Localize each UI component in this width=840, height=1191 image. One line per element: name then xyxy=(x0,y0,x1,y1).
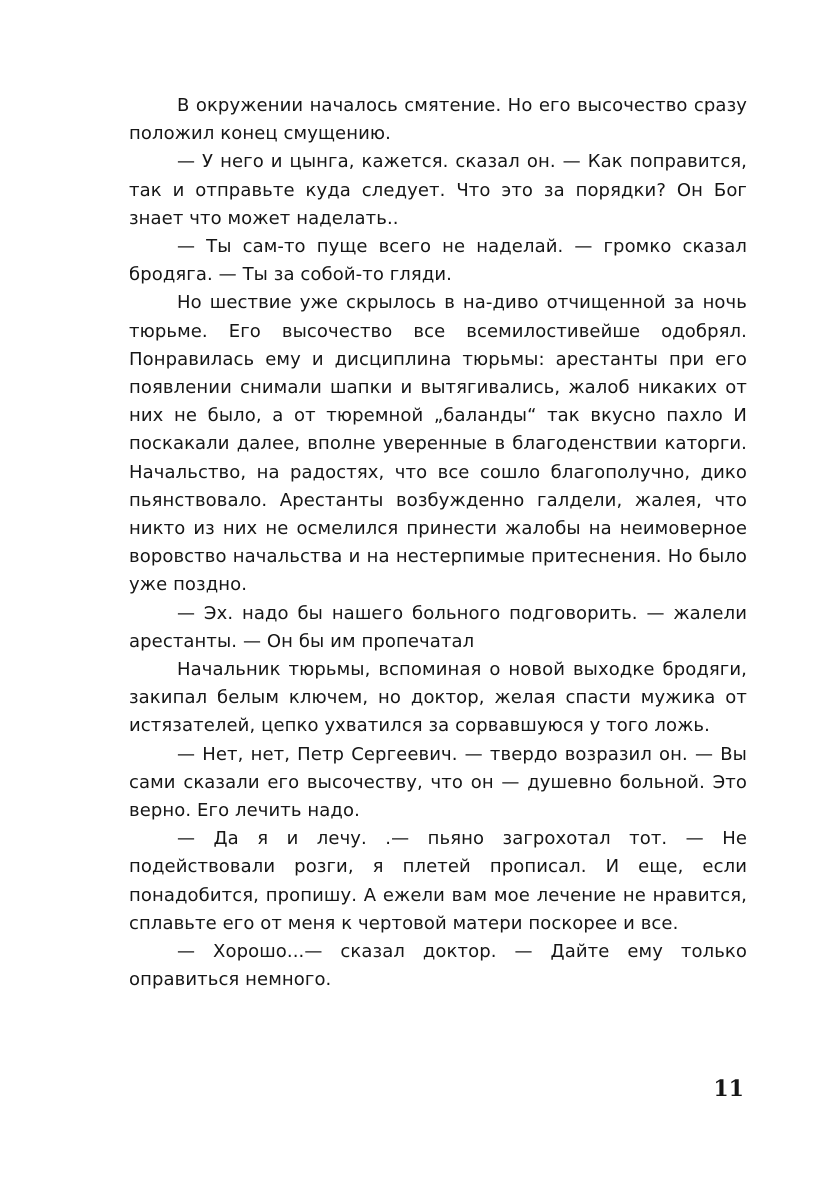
paragraph: — Нет, нет, Петр Сергеевич. — твердо возразил он. — Вы сами сказали его высочеству, что он — душевно больной. Это верно. Его лечить надо. xyxy=(129,743,747,822)
paragraph: — Ты сам-то пуще всего не наделай. — громко сказал бродяга. — Ты за собой-то гляди. xyxy=(129,236,747,286)
page-number: 11 xyxy=(713,1076,744,1102)
paragraph: — Да я и лечу. .— пьяно загрохотал тот. — Не подействовали розги, я плетей прописал. И еще, если понадобится, пропишу. А ежели вам мое лечение не нравится, сплавьте его от меня к чертовой матери поскорее и все. xyxy=(129,828,747,934)
paragraph: Начальник тюрьмы, вспоминая о новой выходке бродяги, закипал белым ключем, но доктор, желая спасти мужика от истязателей, цепко ухватился за сорвавшуюся у того ложь. xyxy=(129,659,747,737)
paragraph: — Хорошо...— сказал доктор. — Дайте ему только оправиться немного. xyxy=(129,941,747,991)
body-text xyxy=(129,92,747,995)
paragraph: Но шествие уже скрылось в на-диво отчищенной за ночь тюрьме. Его высочество все всемилостивейше одобрял. Понравилась ему и дисциплина тюрьмы: арестанты при его появлении снимали шапки и вытягивались, жалоб никаких от них не было, а от тюремной „баланды“ так вкусно пахло И поскакали далее, вполне уверенные в благоденствии каторги. Начальство, на радостях, что все сошло благополучно, дико пьянствовало. Арестанты возбужденно галдели, жалея, что никто из них не осмелился принести жалобы на неимоверное воровство начальства и на нестерпимые притеснения. Но было уже поздно. xyxy=(129,292,747,596)
paragraph: — Эх. надо бы нашего больного подговорить. — жалели арестанты. — Он бы им пропечатал xyxy=(129,602,747,652)
paragraph: — У него и цынга, кажется. сказал он. — Как поправится, так и отправьте куда следует. Что это за порядки? Он Бог знает что может наделать.. xyxy=(129,151,747,229)
paragraph: В окружении началось смятение. Но его высочество сразу положил конец смущению. xyxy=(129,95,747,145)
